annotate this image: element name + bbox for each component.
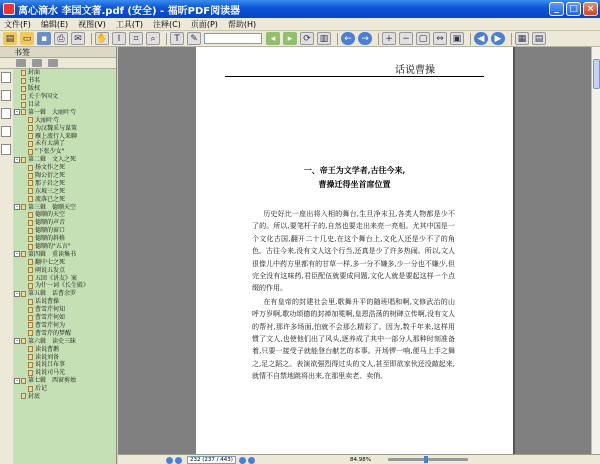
bookmark-item[interactable] [13,322,116,330]
zoom-slider-handle[interactable] [424,456,428,463]
bookmark-icon [28,275,33,281]
bookmark-item[interactable] [13,235,116,243]
bookmark-icon [28,180,33,186]
menu-page[interactable]: 页面(P) [190,19,218,29]
separator [511,33,512,45]
toolbar [0,31,600,47]
bookmark-icon [21,102,26,108]
bookmark-item[interactable] [13,195,116,203]
attachments-tab-icon[interactable] [1,126,11,137]
separator [378,33,379,45]
running-header: 话说曹操 [395,65,435,76]
bookmark-item[interactable] [13,203,116,211]
highlight-icon[interactable]: ✎ [187,32,201,45]
bookmark-label: 第二辑 文人之死 [28,156,77,164]
bookmark-icon [21,378,26,384]
new-bookmark-icon[interactable] [32,59,42,67]
hand-tool-icon[interactable]: ✋ [96,33,108,44]
bookmark-item[interactable] [13,179,116,187]
bookmark-item[interactable] [13,156,116,164]
typewriter-icon[interactable]: T [170,32,184,45]
bookmark-label: 第五辑 话曹余罗 [28,290,77,298]
bookmark-item[interactable] [13,345,116,353]
close-button[interactable]: × [583,2,598,16]
bookmark-icon [21,338,26,344]
bookmark-label: 陶公衍之死 [35,172,66,180]
expand-toggle-icon[interactable]: - [15,337,19,345]
bookmark-item[interactable] [13,314,116,322]
two-page-icon[interactable]: ▦ [515,32,529,45]
bookmark-icon [21,94,26,100]
bookmark-item[interactable] [13,329,116,337]
page-navigation [166,456,257,464]
status-bar [118,454,600,464]
bookmark-icon [21,204,26,210]
maximize-button[interactable]: □ [566,2,581,16]
separator [470,33,471,45]
first-page-icon[interactable]: ◀ [474,32,488,45]
fit-page-icon[interactable]: ▢ [416,32,430,45]
bookmark-icon [28,173,33,179]
bookmark-icon [28,228,33,234]
bookmark-icon [21,109,26,115]
bookmark-item[interactable] [13,258,116,266]
bookmark-item[interactable] [13,69,116,77]
bookmark-icon [21,291,26,297]
bookmark-label: 后记 [35,385,48,393]
separator [166,33,167,45]
expand-toggle-icon[interactable]: - [15,203,19,211]
bookmark-icon [28,188,33,194]
page-view-icon[interactable]: ▥ [317,32,331,45]
bookmark-label: 雁上流行人来聊 [35,132,78,140]
window-title: 离心滴水 李国文著.pdf (安全) - 福昕PDF阅读器 [18,5,241,17]
bookmark-label: 第四辑 重读集书 [28,250,77,258]
page-body [252,208,455,384]
bookmark-label: 德顺的"五言" [35,243,71,251]
bookmark-label: 书名 [28,77,41,85]
bookmark-label: 未有太满了 [35,140,66,148]
separator [337,33,338,45]
section-title-line-1: 一、帝王为文学者,古往今来, [303,165,406,175]
bookmark-icon [28,244,33,250]
bookmarks-tab-icon[interactable] [1,72,11,83]
bookmark-icon [21,157,26,163]
bookmark-item[interactable] [13,164,116,172]
bookmark-label: 读说曹鹅 [35,345,60,353]
bookmark-label: 第三辑 德顺天空 [28,203,77,211]
bookmark-label: 东坡三之死 [35,187,66,195]
save-icon[interactable]: ▪ [37,32,51,45]
bookmark-item[interactable] [13,385,116,393]
bookmark-icon [28,267,33,273]
minimize-button[interactable]: _ [549,2,564,16]
bookmark-label: 关于李国文 [28,93,59,101]
bookmark-item[interactable] [13,298,116,306]
header-rule [225,76,484,77]
separator [91,33,92,45]
bookmark-item[interactable] [13,211,116,219]
menu-comments[interactable]: 注释(C) [153,19,181,29]
bookmark-icon [28,220,33,226]
bookmark-icon [21,86,26,92]
bookmark-item[interactable] [13,148,116,156]
bookmark-label: 封底 [28,392,41,400]
bookmark-item[interactable] [13,108,116,116]
pdf-page [196,47,513,454]
bookmark-item[interactable] [13,140,116,148]
expand-toggle-icon[interactable]: - [15,108,19,116]
bookmark-item[interactable] [13,290,116,298]
bookmark-icon [28,315,33,321]
app-icon [3,3,15,15]
menu-file[interactable]: 文件(F) [4,19,31,29]
bookmark-icon [28,370,33,376]
expand-toggle-icon[interactable]: - [15,155,19,163]
bookmark-label: 德顺的窗口 [35,227,66,235]
bookmark-icon [28,141,33,147]
print-icon[interactable]: ⎙ [54,32,68,45]
bookmark-item[interactable] [13,243,116,251]
open-icon[interactable]: ▤ [3,32,17,45]
paragraph: 在有皇帝的封建社会里,歌舞升平的随班唱和啊,文修武治的山呼万岁啊,歌功颂德的封禅加冕啊,皇恩浩荡的树碑立传啊,没有文人的帮衬,那许多场面,怕就不会那么精彩了。因为,数千年来,这样用惯了文人,也使他们出了风头,逐养成了其中一部分人那种时刻准备着,只要一接受子就能登台献艺的本事。开场锣一响,便马上手之舞之,足之蹈之。表演欲强烈得过头的文人,甚至即欲家伙还没敲起来,就情不自禁地跳将出来,在那里卖老、卖俏、 [252,297,455,381]
bookmark-label: 为汉魏采与谋策 [35,124,78,132]
bookmark-icon [28,236,33,242]
bookmark-label: 大丽叶芍 [35,116,60,124]
bookmark-item[interactable] [13,101,116,109]
bookmark-item[interactable] [13,187,116,195]
bookmark-item[interactable] [13,93,116,101]
bookmark-item[interactable] [13,353,116,361]
delete-bookmark-icon[interactable] [16,59,26,67]
bookmark-item[interactable] [13,250,116,258]
bookmark-icon [28,149,33,155]
panel-tools [0,58,116,69]
bookmark-tree [13,69,116,464]
bookmark-label: 说说吕布事 [35,361,66,369]
last-page-button[interactable] [248,457,255,464]
expand-toggle-icon[interactable]: - [15,376,19,384]
bookmark-icon [28,165,33,171]
find-prev-icon[interactable]: ◂ [266,32,280,45]
bookmark-icon [28,346,33,352]
bookmark-label: 曹雪芹何为 [35,321,66,329]
expand-toggle-icon[interactable]: - [15,250,19,258]
bookmark-label: 德顺的斜格 [35,235,66,243]
paragraph: 历史好比一座出将入相的舞台,生旦净末丑,各类人物都是少不了的。所以,要笔杆子的,自然也要走出来亮一亮相。尤其中国是一个文化古国,翻开二十几史,在这个舞台上,文化人还是少不了的角色。古往今来,没有文人这个行当,还真是少了许多热闹。所以,文人很像儿中药方里都有的甘草一样,多一分不嫌多,少一分也不嫌少,但完全没有这味药,君臣配伍就要成问题,文化人就是要起这样一个点缀的作用。 [252,210,455,293]
bookmark-icon [21,78,26,84]
bookmark-label: 说说司马光 [35,369,66,377]
bookmark-item[interactable] [13,116,116,124]
layers-tab-icon[interactable] [1,108,11,119]
bookmark-icon [28,117,33,123]
bookmark-label: 翻中七之死 [35,258,66,266]
bookmark-icon [28,362,33,368]
back-arrow-icon[interactable]: ← [341,32,355,45]
bookmark-item[interactable] [13,227,116,235]
bookmark-icon [21,251,26,257]
bookmark-label: 读说刘备 [35,353,60,361]
vertical-scrollbar[interactable] [591,47,600,454]
bookmark-item[interactable] [13,274,116,282]
bookmark-panel [0,47,117,464]
forward-arrow-icon[interactable]: → [358,32,372,45]
folder-icon[interactable]: ▭ [20,32,34,45]
bookmark-label: 五回《讲友》案 [35,274,78,282]
bookmark-item[interactable] [13,393,116,401]
zoom-level: 84.98% [350,457,371,463]
bookmark-label: 封面 [28,69,41,77]
bookmark-item[interactable] [13,172,116,180]
bookmark-label: 版权 [28,85,41,93]
bookmark-label: 流落已之死 [35,195,66,203]
bookmark-item[interactable] [13,77,116,85]
section-title [196,163,513,191]
page-number-field[interactable]: 232 (237 / 443) [187,456,236,464]
next-page-button[interactable] [239,457,246,464]
menu-tools[interactable]: 工具(T) [115,19,143,29]
zoom-out-icon[interactable]: − [399,32,413,45]
snapshot-icon[interactable]: ⌗ [129,32,143,45]
select-text-icon[interactable]: I [112,32,126,45]
zoom-tool-icon[interactable]: ⌕ [146,32,160,45]
bookmark-item[interactable] [13,377,116,385]
bookmark-icon [28,330,33,336]
bookmark-label: 目录 [28,101,41,108]
menu-bar [0,18,600,31]
bookmark-label: 德顺的天空 [35,211,66,219]
bookmark-label: 第六辑 读史三昧 [28,337,77,345]
rotate-icon[interactable]: ⟳ [300,32,314,45]
bookmark-item[interactable] [13,266,116,274]
actual-size-icon[interactable]: ▣ [450,32,464,45]
pages-tab-icon[interactable] [1,90,11,101]
bookmark-item[interactable] [13,132,116,140]
bookmark-icon [28,133,33,139]
bookmark-item[interactable] [13,337,116,345]
bookmark-icon [28,125,33,131]
bookmark-label: 曹雪芹何如 [35,314,66,322]
bookmark-label: 那子岩之死 [35,179,66,187]
panel-tabs [0,69,12,464]
bookmark-item[interactable] [13,306,116,314]
bookmark-label: 第七辑 西窗剪烛 [28,377,77,385]
bookmark-options-icon[interactable] [48,59,58,67]
expand-toggle-icon[interactable]: - [15,289,19,297]
bookmark-label: 曹雪芹的梦醒 [35,329,72,337]
bookmark-icon [21,393,26,399]
title-bar [0,0,600,18]
bookmark-item[interactable] [13,124,116,132]
scroll-thumb[interactable] [593,59,600,89]
bookmark-icon [21,70,26,76]
bookmark-label: 话说曹操 [35,298,60,306]
bookmark-label: 曹雪芹何知 [35,306,66,314]
bookmark-icon [28,354,33,360]
email-icon[interactable]: ✉ [71,32,85,45]
search-input[interactable] [204,33,262,44]
bookmark-label: 第一辑 大丽叶芍 [28,108,77,116]
zoom-slider[interactable] [388,458,468,461]
bookmark-label: 为什一词《长生殿》 [35,282,90,290]
bookmark-label: 扬文作之死 [35,164,66,172]
bookmark-icon [28,322,33,328]
fit-width-icon[interactable]: ⇔ [433,32,447,45]
bookmark-label: "下张少女" [35,148,65,156]
bookmark-item[interactable] [13,369,116,377]
bookmark-item[interactable] [13,85,116,93]
menu-help[interactable]: 帮助(H) [227,19,257,29]
menu-edit[interactable]: 编辑(E) [40,19,69,29]
bookmark-item[interactable] [13,219,116,227]
bookmark-icon [28,283,33,289]
bookmark-icon [28,299,33,305]
bookmark-label: 德顺的声音 [35,219,66,227]
document-area[interactable] [118,47,591,454]
bookmark-label: 阐说五发点 [35,266,66,274]
find-next-icon[interactable]: ▸ [283,32,297,45]
comments-tab-icon[interactable] [1,144,11,155]
menu-view[interactable]: 视图(V) [78,19,106,29]
bookmark-icon [28,212,33,218]
continuous-icon[interactable]: ▤ [532,32,546,45]
bookmark-icon [28,259,33,265]
bookmark-icon [28,196,33,202]
bookmark-item[interactable] [13,361,116,369]
first-page-button[interactable] [166,457,173,464]
prev-page-button[interactable] [175,457,182,464]
zoom-in-icon[interactable]: + [382,32,396,45]
panel-header: 书签 [0,47,116,58]
last-page-icon[interactable]: ▶ [491,32,505,45]
bookmark-icon [28,386,33,392]
bookmark-icon [28,307,33,313]
section-title-line-2: 曹操迁得坐首席位置 [318,179,391,189]
bookmark-item[interactable] [13,282,116,290]
